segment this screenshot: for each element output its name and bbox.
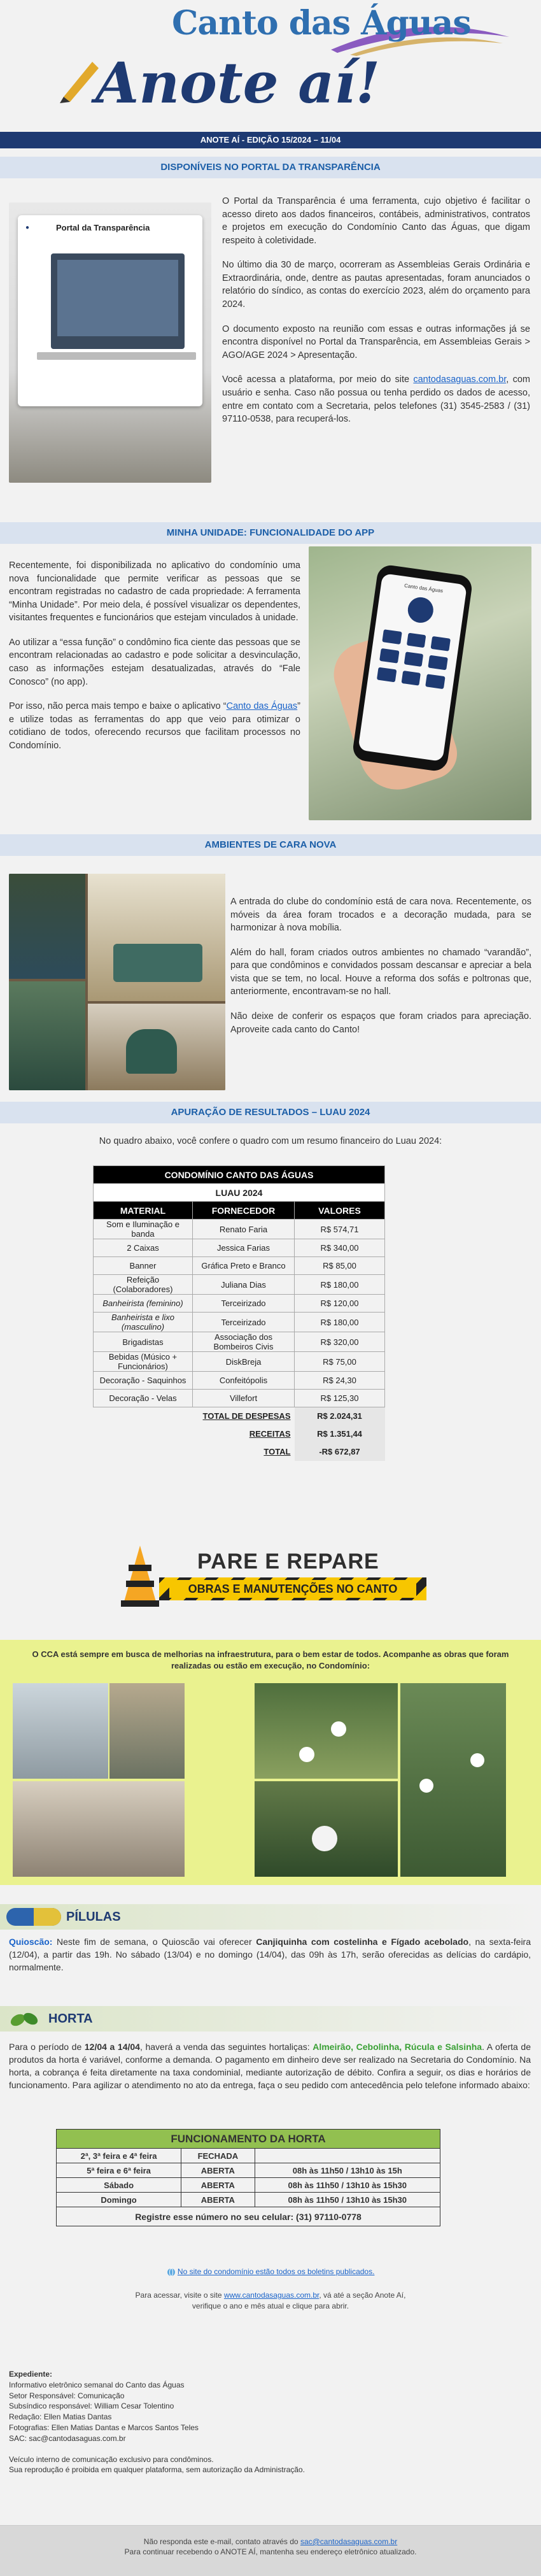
luau-material: Decoração - Saquinhos xyxy=(94,1372,193,1390)
section-title-luau: APURAÇÃO DE RESULTADOS – LUAU 2024 xyxy=(0,1102,541,1123)
luau-valor: R$ 120,00 xyxy=(295,1295,385,1313)
luau-material: Brigadistas xyxy=(94,1332,193,1352)
luau-fornecedor: Villefort xyxy=(193,1390,295,1407)
luau-total-label: TOTAL xyxy=(263,1447,291,1456)
expediente-line: Redação: Ellen Matias Dantas xyxy=(9,2412,112,2422)
horta-day: Sábado xyxy=(57,2178,181,2193)
horta-status: ABERTA xyxy=(181,2163,255,2178)
app-p2: Ao utilizar a “essa função” o condômino fica ciente das pessoas que se encontram relacionadas ao cadastro e pode solicitar a desvinculação, caso as informações estejam desatualizadas, através do “Fale Conosco” (no app). xyxy=(9,637,300,687)
header xyxy=(0,0,541,131)
luau-total-row xyxy=(94,1425,385,1443)
laptop-photo: ● Portal da Transparência xyxy=(9,203,211,483)
luau-row xyxy=(94,1275,385,1295)
app-p3-a: Por isso, não perca mais tempo e baixe o aplicativo “ xyxy=(9,701,227,712)
pare-section xyxy=(0,1640,541,1885)
luau-rows xyxy=(94,1220,385,1407)
luau-row xyxy=(94,1220,385,1239)
expediente-line: SAC: sac@cantodasaguas.com.br xyxy=(9,2433,126,2443)
expediente-line: Informativo eletrônico semanal do Canto das Águas xyxy=(9,2380,185,2389)
luau-material: Som e Iluminação e banda xyxy=(94,1220,193,1239)
luau-row xyxy=(94,1372,385,1390)
luau-total-spacer xyxy=(94,1425,193,1443)
luau-fornecedor: Renato Faria xyxy=(193,1220,295,1239)
horta-period: 12/04 a 14/04 xyxy=(84,2042,140,2052)
pare-intro: O CCA está sempre em busca de melhorias na infraestrutura, para o bem estar de todos. Acompanhe as obras que foram realizadas ou estão em execução, no Condomínio: xyxy=(32,1649,509,1671)
luau-table xyxy=(93,1165,385,1461)
col-material: MATERIAL xyxy=(94,1202,193,1220)
expediente-note1: Veículo interno de comunicação exclusivo para condôminos. xyxy=(9,2454,214,2464)
horta-title: HORTA xyxy=(48,2012,93,2026)
luau-fornecedor: Juliana Dias xyxy=(193,1275,295,1295)
phone-photo xyxy=(309,546,531,820)
transparencia-p4 xyxy=(222,373,530,425)
ambiente-photo-2 xyxy=(88,874,225,1001)
horta-status: ABERTA xyxy=(181,2193,255,2207)
luau-total-row xyxy=(94,1443,385,1461)
transparencia-p1: O Portal da Transparência é uma ferramenta, cujo objetivo é facilitar o acesso direto aos dados financeiros, contábeis, administrativos, contratos e projetos em execução do Condomínio Canto das Águas, que digam respeito à coletividade. xyxy=(222,196,530,246)
luau-table-title: CONDOMÍNIO CANTO DAS ÁGUAS xyxy=(94,1166,385,1184)
luau-row xyxy=(94,1390,385,1407)
luau-fornecedor: DiskBreja xyxy=(193,1352,295,1372)
horta-phone: Registre esse número no seu celular: (31) 97110-0778 xyxy=(57,2207,440,2226)
luau-fornecedor: Terceirizado xyxy=(193,1295,295,1313)
luau-row xyxy=(94,1313,385,1332)
obra-photo-5 xyxy=(255,1781,398,1877)
luau-material: Banheirista (feminino) xyxy=(94,1295,193,1313)
obra-photo-4 xyxy=(255,1683,398,1779)
luau-totals xyxy=(94,1407,385,1461)
luau-valor: R$ 125,30 xyxy=(295,1390,385,1407)
pilulas-title: PÍLULAS xyxy=(66,1910,121,1924)
section-title-transparencia: DISPONÍVEIS NO PORTAL DA TRANSPARÊNCIA xyxy=(0,157,541,178)
newsletter-title: Anote aí! xyxy=(95,50,381,116)
expediente-line: Fotografias: Ellen Matias Dantas e Marcos Santos Teles xyxy=(9,2423,199,2432)
horta-table-title: FUNCIONAMENTO DA HORTA xyxy=(57,2130,440,2149)
horta-row xyxy=(57,2163,440,2178)
luau-intro: No quadro abaixo, você confere o quadro com um resumo financeiro do Luau 2024: xyxy=(99,1136,442,1146)
pilulas-bar xyxy=(0,1904,541,1930)
traffic-cone-icon xyxy=(121,1546,159,1609)
luau-fornecedor: Gráfica Preto e Branco xyxy=(193,1257,295,1275)
leaf-icon xyxy=(9,2010,41,2029)
site-line1-b: , vá até a seção Anote Aí, xyxy=(319,2290,406,2300)
luau-valor: R$ 24,30 xyxy=(295,1372,385,1390)
horta-hours: 08h às 11h50 / 13h10 às 15h xyxy=(255,2163,440,2178)
obra-photo-6 xyxy=(400,1683,506,1877)
horta-day: 2ª, 3ª feira e 4ª feira xyxy=(57,2149,181,2163)
site-box xyxy=(0,2267,541,2310)
section-title-app: MINHA UNIDADE: FUNCIONALIDADE DO APP xyxy=(0,522,541,544)
horta-day: Domingo xyxy=(57,2193,181,2207)
app-p3-b: ” e utilize todas as ferramentas do app que veio para otimizar o cotidiano de todos, oferecendo recursos que facilitam processos no Condomínio. xyxy=(9,701,300,751)
luau-material: Banheirista e lixo (masculino) xyxy=(94,1313,193,1332)
luau-fornecedor: Associação dos Bombeiros Civis xyxy=(193,1332,295,1352)
ambiente-photo-3 xyxy=(9,981,85,1090)
luau-table-sub: LUAU 2024 xyxy=(94,1184,385,1202)
hazard-stripe xyxy=(159,1577,426,1600)
luau-total-spacer xyxy=(94,1407,193,1425)
site-link[interactable]: cantodasaguas.com.br xyxy=(413,374,507,385)
col-valores: VALORES xyxy=(295,1202,385,1220)
ambientes-p2: Além do hall, foram criados outros ambientes no chamado “varandão”, para que condôminos e convidados possam descansar e apreciar a bela vista que se tem, no local. Houve a reforma dos sofás e poltronas que, anteriormente, encontravam-se no hall. xyxy=(230,947,531,997)
transparencia-p3: O documento exposto na reunião com essas e outras informações já se encontra disponível no Portal da Transparência, em Assembleias Gerais > AGO/AGE 2024 > Apresentação. xyxy=(222,324,530,360)
pill-icon xyxy=(6,1908,61,1926)
ambientes-text xyxy=(230,895,531,1048)
ambiente-photo-4 xyxy=(88,1004,225,1090)
footer xyxy=(0,2525,541,2576)
horta-row xyxy=(57,2193,440,2207)
luau-valor: R$ 180,00 xyxy=(295,1275,385,1295)
footer-line1-a: Não responda este e-mail, contato através do xyxy=(143,2537,300,2546)
footer-line1 xyxy=(0,2537,541,2546)
brand-title: Canto das Águas xyxy=(172,4,471,43)
luau-row xyxy=(94,1352,385,1372)
site-line1-a: Para acessar, visite o site xyxy=(135,2290,224,2300)
expediente-line: Setor Responsável: Comunicação xyxy=(9,2391,125,2400)
luau-valor: R$ 85,00 xyxy=(295,1257,385,1275)
app-link[interactable]: Canto das Águas xyxy=(226,701,298,712)
transparencia-p2: No último dia 30 de março, ocorreram as Assembleias Gerais Ordinária e Extraordinária, onde, dentre as pautas apresentadas, foram anunciados o relatório do síndico, as contas do exercício 2023, além do orçamento para 2024. xyxy=(222,260,530,310)
luau-total-value: -R$ 672,87 xyxy=(295,1443,385,1461)
horta-row xyxy=(57,2178,440,2193)
luau-valor: R$ 340,00 xyxy=(295,1239,385,1257)
luau-valor: R$ 180,00 xyxy=(295,1313,385,1332)
luau-valor: R$ 75,00 xyxy=(295,1352,385,1372)
app-p1: Recentemente, foi disponibilizada no aplicativo do condomínio uma nova funcionalidade que permite verificar as pessoas que se encontram registradas no cadastro de cada propriedade: A ferramenta “Minha Unidade”. Por meio dela, é possível visualizar os dependentes, visitantes frequentes e funcionários que estejam vinculados à unidade. xyxy=(9,560,300,623)
transparencia-p4-b: , com usuário e senha. Caso não possua ou tenha perdido os dados de acesso, entre em contato com a Secretaria, pelos telefones (31) 3545-2583 / (31) 97110-0538, para recuperá-los. xyxy=(222,374,530,425)
expediente xyxy=(9,2369,531,2475)
luau-table-wrap xyxy=(93,1165,385,1461)
site-line1 xyxy=(0,2291,541,2300)
app-p3 xyxy=(9,700,300,752)
horta-table xyxy=(56,2129,440,2226)
luau-valor: R$ 574,71 xyxy=(295,1220,385,1239)
horta-text xyxy=(9,2041,531,2092)
horta-bar xyxy=(0,2006,541,2032)
obra-photo-2 xyxy=(109,1683,185,1779)
horta-items: Almeirão, Cebolinha, Rúcula e Salsinha xyxy=(313,2042,482,2052)
obra-photo-3 xyxy=(13,1781,185,1877)
section-title-ambientes: AMBIENTES DE CARA NOVA xyxy=(0,834,541,856)
luau-fornecedor: Confeitópolis xyxy=(193,1372,295,1390)
footer-line2: Para continuar recebendo o ANOTE AÍ, mantenha seu endereço eletrônico atualizado. xyxy=(124,2547,417,2556)
luau-material: 2 Caixas xyxy=(94,1239,193,1257)
transparencia-p4-a: Você acessa a plataforma, por meio do site xyxy=(222,374,414,385)
sac-link[interactable]: sac@cantodasaguas.com.br xyxy=(300,2537,398,2546)
ambientes-collage xyxy=(9,874,225,1090)
edition-bar: ANOTE AÍ - EDIÇÃO 15/2024 – 11/04 xyxy=(0,132,541,148)
pilulas-lead: Quioscão: xyxy=(9,1937,53,1947)
luau-row xyxy=(94,1332,385,1352)
col-fornecedor: FORNECEDOR xyxy=(193,1202,295,1220)
site-line2: verifique o ano e mês atual e clique para abrir. xyxy=(192,2301,349,2310)
horta-status: FECHADA xyxy=(181,2149,255,2163)
phone-header: Canto das Águas xyxy=(404,583,444,594)
transparencia-text xyxy=(222,195,530,438)
pare-subtitle: OBRAS E MANUTENÇÕES NO CANTO xyxy=(169,1580,416,1598)
expediente-line: Subsíndico responsável: William Cesar Tolentino xyxy=(9,2402,174,2411)
horta-table-wrap xyxy=(56,2129,440,2226)
horta-rows xyxy=(57,2149,440,2207)
expediente-note2: Sua reprodução é proibida em qualquer plataforma, sem autorização da Administração. xyxy=(9,2465,305,2475)
ambientes-p3: Não deixe de conferir os espaços que foram criados para apreciação. Aproveite cada canto do Canto! xyxy=(230,1011,531,1035)
pilulas-text-a: Neste fim de semana, o Quioscão vai oferecer xyxy=(52,1937,256,1947)
horta-day: 5ª feira e 6ª feira xyxy=(57,2163,181,2178)
luau-row xyxy=(94,1295,385,1313)
expediente-lines xyxy=(9,2380,531,2444)
horta-status: ABERTA xyxy=(181,2178,255,2193)
luau-material: Banner xyxy=(94,1257,193,1275)
luau-material: Refeição (Colaboradores) xyxy=(94,1275,193,1295)
horta-hours: 08h às 11h50 / 13h10 às 15h30 xyxy=(255,2178,440,2193)
luau-total-value: R$ 1.351,44 xyxy=(295,1425,385,1443)
luau-fornecedor: Jessica Farias xyxy=(193,1239,295,1257)
horta-hours: 08h às 11h50 / 13h10 às 15h30 xyxy=(255,2193,440,2207)
photo-caption: Portal da Transparência xyxy=(56,223,150,232)
luau-row xyxy=(94,1239,385,1257)
site-url-link[interactable]: www.cantodasaguas.com.br xyxy=(223,2290,320,2300)
ambiente-photo-1 xyxy=(9,874,85,979)
pilulas-bold: Canjiquinha com costelinha e Fígado acebolado xyxy=(256,1937,469,1947)
luau-material: Decoração - Velas xyxy=(94,1390,193,1407)
pilulas-text-b: , na sexta-feira (12/04), a partir das 19h. No sábado (13/04) e no domingo (14/04), das 09h às 17h, serão oferecidas as delícias do cardápio, normalmente. xyxy=(9,1937,531,1972)
luau-valor: R$ 320,00 xyxy=(295,1332,385,1352)
luau-fornecedor: Terceirizado xyxy=(193,1313,295,1332)
luau-total-row xyxy=(94,1407,385,1425)
luau-total-value: R$ 2.024,31 xyxy=(295,1407,385,1425)
luau-total-label: RECEITAS xyxy=(249,1429,291,1439)
pare-banner xyxy=(0,1538,541,1614)
boletins-link[interactable]: No site do condomínio estão todos os boletins publicados. xyxy=(177,2267,375,2276)
horta-t2: , haverá a venda das seguintes hortaliças: xyxy=(139,2042,313,2052)
luau-row xyxy=(94,1257,385,1275)
luau-total-spacer xyxy=(94,1443,193,1461)
globe-icon xyxy=(167,2268,176,2277)
boletins-link-row xyxy=(0,2267,541,2277)
ambientes-p1: A entrada do clube do condomínio está de cara nova. Recentemente, os móveis da área foram trocados e a decoração mudada, para se harmonizar à nova mobília. xyxy=(230,897,531,934)
horta-row xyxy=(57,2149,440,2163)
pare-title: PARE E REPARE xyxy=(197,1549,379,1574)
horta-t1: Para o período de xyxy=(9,2042,85,2052)
pilulas-text xyxy=(9,1936,531,1974)
luau-material: Bebidas (Músico + Funcionários) xyxy=(94,1352,193,1372)
obra-photo-1 xyxy=(13,1683,108,1779)
expediente-title: Expediente: xyxy=(9,2370,53,2379)
app-text xyxy=(9,559,300,764)
luau-total-label: TOTAL DE DESPESAS xyxy=(202,1411,291,1421)
horta-t3: . A oferta de produtos da horta é variável, conforme a demanda. O pagamento em dinheiro deve ser realizado na Secretaria do Condomínio. Na horta, a cobrança é feita diretamente na taxa condominial, mediante autorização de débito. Confira a seguir, os dias e horários de funcionamento. Para agilizar o atendimento no ato da entrega, faça o seu pedido com antecedência pelo telefone informado abaixo: xyxy=(9,2042,531,2090)
horta-hours xyxy=(255,2149,440,2163)
